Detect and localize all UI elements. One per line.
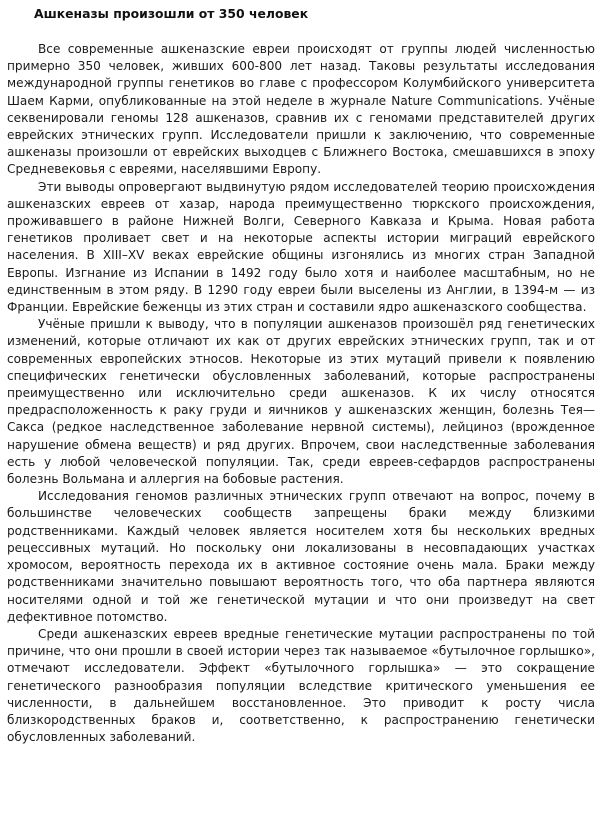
paragraph-genome-studies: Исследования геномов различных этнических групп отвечают на вопрос, почему в большинстве человеческих сообществ запрещены браки между близкими родственниками. Каждый человек является носителем хотя бы нескольких вредных рецессивных мутаций. Но поскольку они локализованы в несовпадающих участках хромосом, вероятность перехода их в активное состояние очень мала. Браки между родственниками значительно повышают вероятность того, что оба партнера являются носителями одной и той же генетической мутации и что они произведут на свет дефективное потомство. — [7, 489, 595, 624]
paragraph-khazar-theory: Эти выводы опровергают выдвинутую рядом исследователей теорию происхождения ашкеназских евреев от хазар, народа преимущественно тюркского происхождения, проживавшего в районе Нижней Волги, Северного Кавказа и Крыма. Новая работа генетиков проливает свет и на некоторые аспекты истории миграций еврейского населения. В XIII–XV веках еврейские общины изгонялись из многих стран Западной Европы. Изгнание из Испании в 1492 году было хотя и наиболее масштабным, но не единственным в этом ряду. В 1290 году евреи были выселены из Англии, в 1394-м — из Франции. Еврейские беженцы из этих стран и составили ядро ашкеназского сообщества. — [7, 179, 595, 315]
article-body — [7, 41, 595, 746]
paragraph-bottleneck: Среди ашкеназских евреев вредные генетические мутации распространены по той причине, что они прошли в своей истории через так называемое «бутылочное горлышко», отмечают исследователи. Эффект «бутылочного горлышка» — это сокращение генетического разнообразия популяции вследствие критического уменьшения ее численности, в дальнейшем восстановленное. Это приводит к росту числа близкородственных браков и, соответственно, к распространению генетически обусловленных заболеваний. — [7, 626, 595, 745]
paragraph-mutations: Учёные пришли к выводу, что в популяции ашкеназов произошёл ряд генетических изменений, которые отличают их как от других еврейских этнических групп, так и от современных европейских этносов. Некоторые из этих мутаций привели к появлению специфических генетически обусловленных заболеваний, которые распространены преимущественно или исключительно среди ашкеназов. К их числу относятся предрасположенность к раку груди и яичников у ашкеназских женщин, болезнь Тея—Сакса (редкое наследственное заболевание нервной системы), лейциноз (врожденное нарушение обмена веществ) и ряд других. Впрочем, свои наследственные заболевания есть у любой человеческой популяции. Так, среди евреев-сефардов распространены болезнь Вольмана и аллергия на бобовые растения. — [7, 317, 595, 487]
cut-off-next-line — [330, 812, 370, 816]
paragraph-origin: Все современные ашкеназские евреи происходят от группы людей численностью примерно 350 человек, живших 600-800 лет назад. Таковы результаты исследования международной группы генетиков во главе с профессором Колумбийского университета Шаем Карми, опубликованные на этой неделе в журнале Nature Communications. Учёные секвенировали геномы 128 ашкеназов, сравнив их с геномами представителей других еврейских этнических групп. Исследователи пришли к заключению, что современные ашкеназы произошли от еврейских выходцев с Ближнего Востока, смешавшихся в эпоху Средневековья с евреями, населявшими Европу. — [7, 42, 595, 177]
article-title: Ашкеназы произошли от 350 человек — [34, 6, 309, 21]
